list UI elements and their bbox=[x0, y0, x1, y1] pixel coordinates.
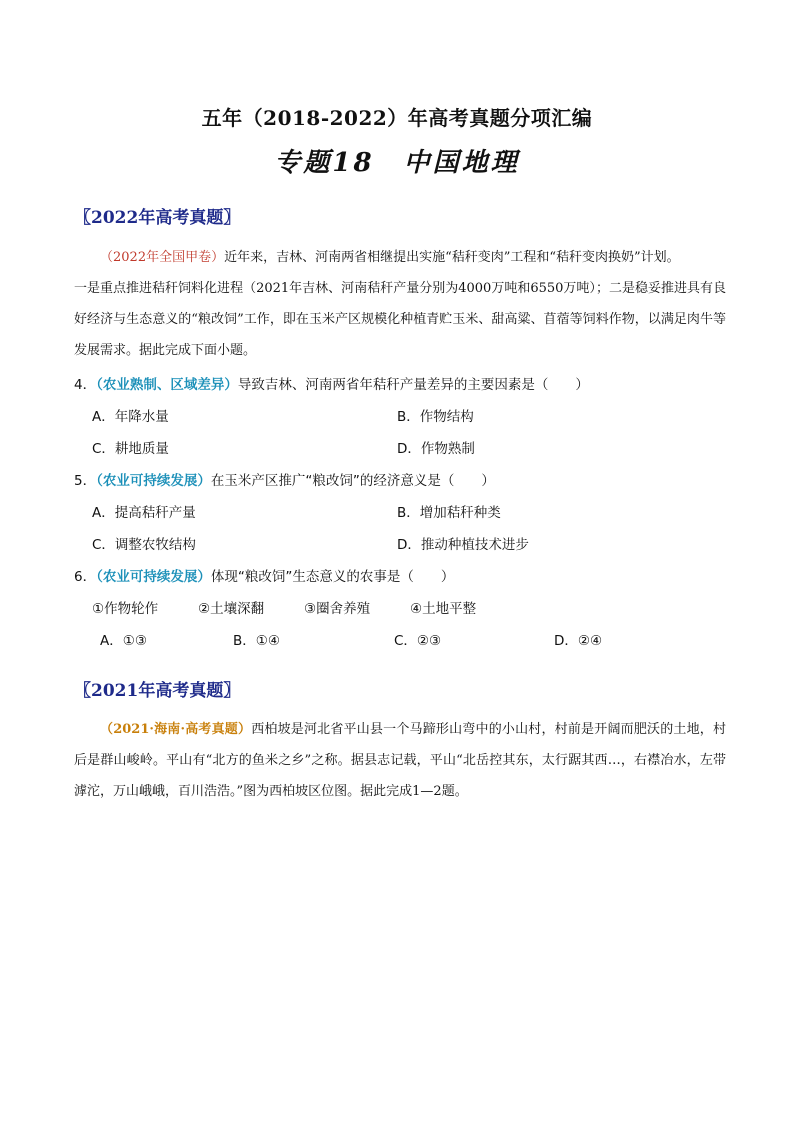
option-b[interactable]: B．作物结构 bbox=[397, 409, 474, 425]
section-heading-2021: 〖2021年高考真题〗 bbox=[74, 681, 241, 701]
passage-source-2021: （2021·海南·高考真题） bbox=[100, 722, 252, 737]
question-4 bbox=[74, 373, 589, 393]
choice-item: ③圈舍养殖 bbox=[304, 601, 371, 617]
question-stem: 体现“粮改饲”生态意义的农事是（ ） bbox=[210, 569, 455, 585]
question-6 bbox=[74, 565, 454, 585]
question-number: 4． bbox=[74, 377, 97, 393]
option-b[interactable]: B．①④ bbox=[233, 633, 280, 649]
option-c[interactable]: C．调整农牧结构 bbox=[92, 537, 196, 553]
document-title: 五年（2018-2022）年高考真题分项汇编 bbox=[201, 106, 593, 130]
question-number: 6． bbox=[74, 569, 97, 585]
passage-2021 bbox=[74, 714, 726, 807]
choice-item: ①作物轮作 bbox=[92, 601, 159, 617]
passage-2022 bbox=[74, 242, 726, 366]
option-b[interactable]: B．增加秸秆种类 bbox=[397, 505, 501, 521]
passage-body-2021: 西柏坡是河北省平山县一个马蹄形山弯中的小山村，村前是开阔而肥沃的土地，村后是群山峻岭。平山有“北方的鱼米之乡”之称。据县志记载，平山“北岳控其东，太行踞其西…，右襟冶水，左带滹沱，万山峨峨，百川浩浩。”图为西柏坡区位图。据此完成1—2题。 bbox=[74, 722, 726, 799]
option-d[interactable]: D．作物熟制 bbox=[397, 441, 475, 457]
option-c[interactable]: C．②③ bbox=[394, 633, 442, 649]
passage-body-2022: 一是重点推进秸秆饲料化进程（2021年吉林、河南秸秆产量分别为4000万吨和6550万吨）；二是稳妥推进具有良好经济与生态意义的“粮改饲”工作，即在玉米产区规模化种植青贮玉米、甜高粱、苜蓿等饲料作物，以满足肉牛等发展需求。据此完成下面小题。 bbox=[74, 281, 726, 358]
question-stem: 在玉米产区推广“粮改饲”的经济意义是（ ） bbox=[210, 473, 495, 489]
option-a[interactable]: A．年降水量 bbox=[92, 409, 169, 425]
topic-title: 专题18 中国地理 bbox=[274, 148, 520, 178]
question-tag: （农业熟制、区域差异） bbox=[96, 377, 238, 393]
choice-item: ②土壤深翻 bbox=[198, 601, 265, 617]
option-d[interactable]: D．②④ bbox=[554, 633, 603, 649]
choice-item: ④土地平整 bbox=[410, 601, 477, 617]
question-tag: （农业可持续发展） bbox=[96, 569, 211, 585]
option-c[interactable]: C．耕地质量 bbox=[92, 441, 169, 457]
option-d[interactable]: D．推动种植技术进步 bbox=[397, 537, 529, 553]
question-5 bbox=[74, 469, 495, 489]
passage-source-2022: （2022年全国甲卷） bbox=[100, 250, 225, 265]
question-number: 5． bbox=[74, 473, 97, 489]
option-a[interactable]: A．①③ bbox=[100, 633, 147, 649]
passage-line1-2022: 近年来，吉林、河南两省相继提出实施“秸秆变肉”工程和“秸秆变肉换奶”计划。 bbox=[224, 250, 680, 265]
option-a[interactable]: A．提高秸秆产量 bbox=[92, 505, 196, 521]
question-tag: （农业可持续发展） bbox=[96, 473, 211, 489]
section-heading-2022: 〖2022年高考真题〗 bbox=[74, 208, 241, 228]
question-stem: 导致吉林、河南两省年秸秆产量差异的主要因素是（ ） bbox=[237, 377, 589, 393]
